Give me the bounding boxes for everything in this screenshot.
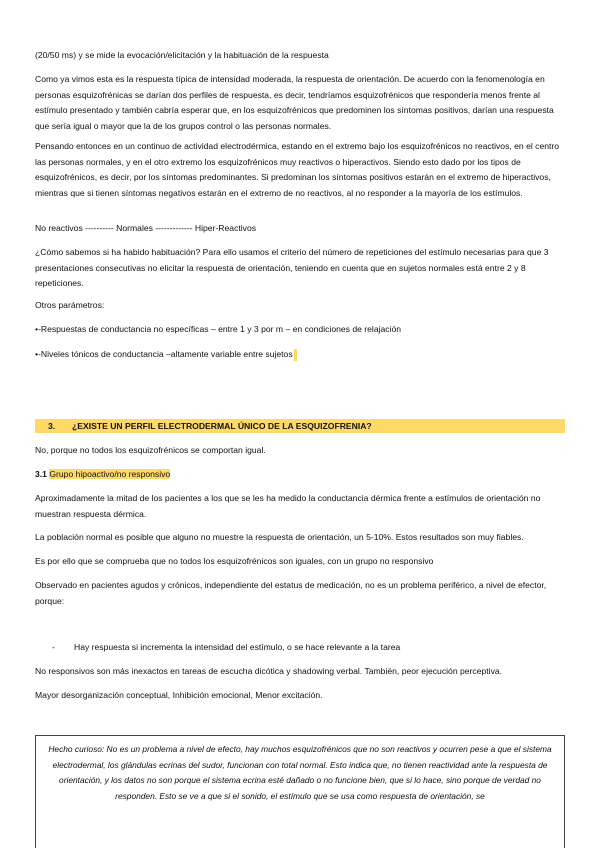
paragraph-continuum: Pensando entonces en un continuo de actividad electrodérmica, estando en el extremo bajo los esquizofrénicos no reactivos, en el centro las personas normales, y en el otro extremo los esquizofrénicos muy reactivos o hiperactivos. Siendo esto dado por los tipos de esquizofrénicos, es decir, por los síntomas predominantes. Si predominan los síntomas positivos estarán en el extremo de hiperactivos, mientras que si tienen síntomas negativos estarán en el extremo de no reactivos, al no responder a la mayoría de los estímulos. — [35, 141, 560, 198]
section-heading-text: ¿EXISTE UN PERFIL ELECTRODERMAL ÚNICO DE LA ESQUIZOFRENIA? — [72, 421, 372, 431]
bullet-nonspecific-responses: •-Respuestas de conductancia no específicas – entre 1 y 3 por m – en condiciones de relajación — [35, 324, 402, 334]
bullet-tonic-levels — [35, 347, 565, 363]
paragraph-intro-tail: (20/50 ms) y se mide la evocación/elicitación y la habituación de la respuesta — [35, 50, 329, 60]
fun-fact-box — [35, 735, 565, 848]
paragraph-habituation-question: ¿Cómo sabemos si ha habido habituación? Para ello usamos el criterio del número de repeticiones del estímulo necesarias para que 3 presentaciones consecutivas no elicitar la respuesta de orientación, teniendo en cuenta que en sujetos normales está entre 2 y 8 repeticiones. — [35, 247, 549, 288]
paragraph-half-patients: Aproximadamente la mitad de los pacientes a los que se les ha medido la conductancia dérmica frente a estímulos de orientación no muestran respuesta dérmica. — [35, 493, 541, 519]
paragraph-disorganization: Mayor desorganización conceptual, Inhibición emocional, Menor excitación. — [35, 690, 323, 700]
section-heading-number: 3. — [48, 421, 56, 431]
paragraph-normal-population: La población normal es posible que alguno no muestre la respuesta de orientación, un 5-10%. Estos resultados son muy fiables. — [35, 532, 524, 542]
paragraph-orientation-response: Como ya vimos esta es la respuesta típica de intensidad moderada, la respuesta de orientación. De acuerdo con la fenomenología en personas esquizofrénicas se darían dos perfiles de respuesta, es decir, tendríamos esquizofrénicos que respondería menos frente al estímulo presentado y también cabría esperar que, en los esquizofrénicos que predominen los síntomas positivos, darían una respuesta que sería igual o mayor que la de los grupos control o las personas normales. — [35, 74, 554, 131]
subsection-heading-3-1 — [35, 467, 565, 483]
paragraph-acute-chronic: Observado en pacientes agudos y crónicos, independiente del estatus de medicación, no es un problema periférico, a nivel de efector, porque: — [35, 580, 547, 606]
paragraph-reactivity-scale: No reactivos ---------- Normales ------------- Hiper-Reactivos — [35, 223, 257, 233]
bullet-tonic-levels-text: •-Niveles tónicos de conductancia –altamente variable entre sujetos — [35, 349, 293, 359]
fun-fact-text: Hecho curioso: No es un problema a nivel de efecto, hay muchos esquizofrénicos que no son reactivos y ocurren pese a que el sistema electrodermal, los glándulas ecrinas del sudor, funcionan con total normal. Esto indica que, no tienen reactividad ante la respuesta de orientación, y los datos no son porque el sistema ecrina esté dañado o no funcione bien, que si lo hace, sino porque de verdad no responden. Esto se ve a que si el sonido, el estímulo que se usa como respuesta de orientación, se — [48, 744, 552, 801]
paragraph-other-parameters: Otros parámetros: — [35, 300, 105, 310]
subsection-number: 3.1 — [35, 469, 47, 479]
subsection-title: Grupo hipoactivo/no responsivo — [49, 469, 171, 479]
bullet-response-intensity — [52, 640, 565, 656]
section-heading-3 — [48, 419, 372, 433]
bullet-response-intensity-text: Hay respuesta si incrementa la intensidad del estímulo, o se hace relevante a la tarea — [74, 642, 401, 652]
text-cursor-highlight — [294, 349, 297, 361]
paragraph-not-all-equal: Es por ello que se comprueba que no todos los esquizofrénicos son iguales, con un grupo no responsivo — [35, 556, 434, 566]
bullet-dash-marker: - — [52, 642, 55, 652]
paragraph-non-responsive-tasks: No responsivos son más inexactos en tareas de escucha dicótica y shadowing verbal. También, peor ejecución perceptiva. — [35, 666, 503, 676]
paragraph-no-single-profile: No, porque no todos los esquizofrénicos se comportan igual. — [35, 445, 266, 455]
